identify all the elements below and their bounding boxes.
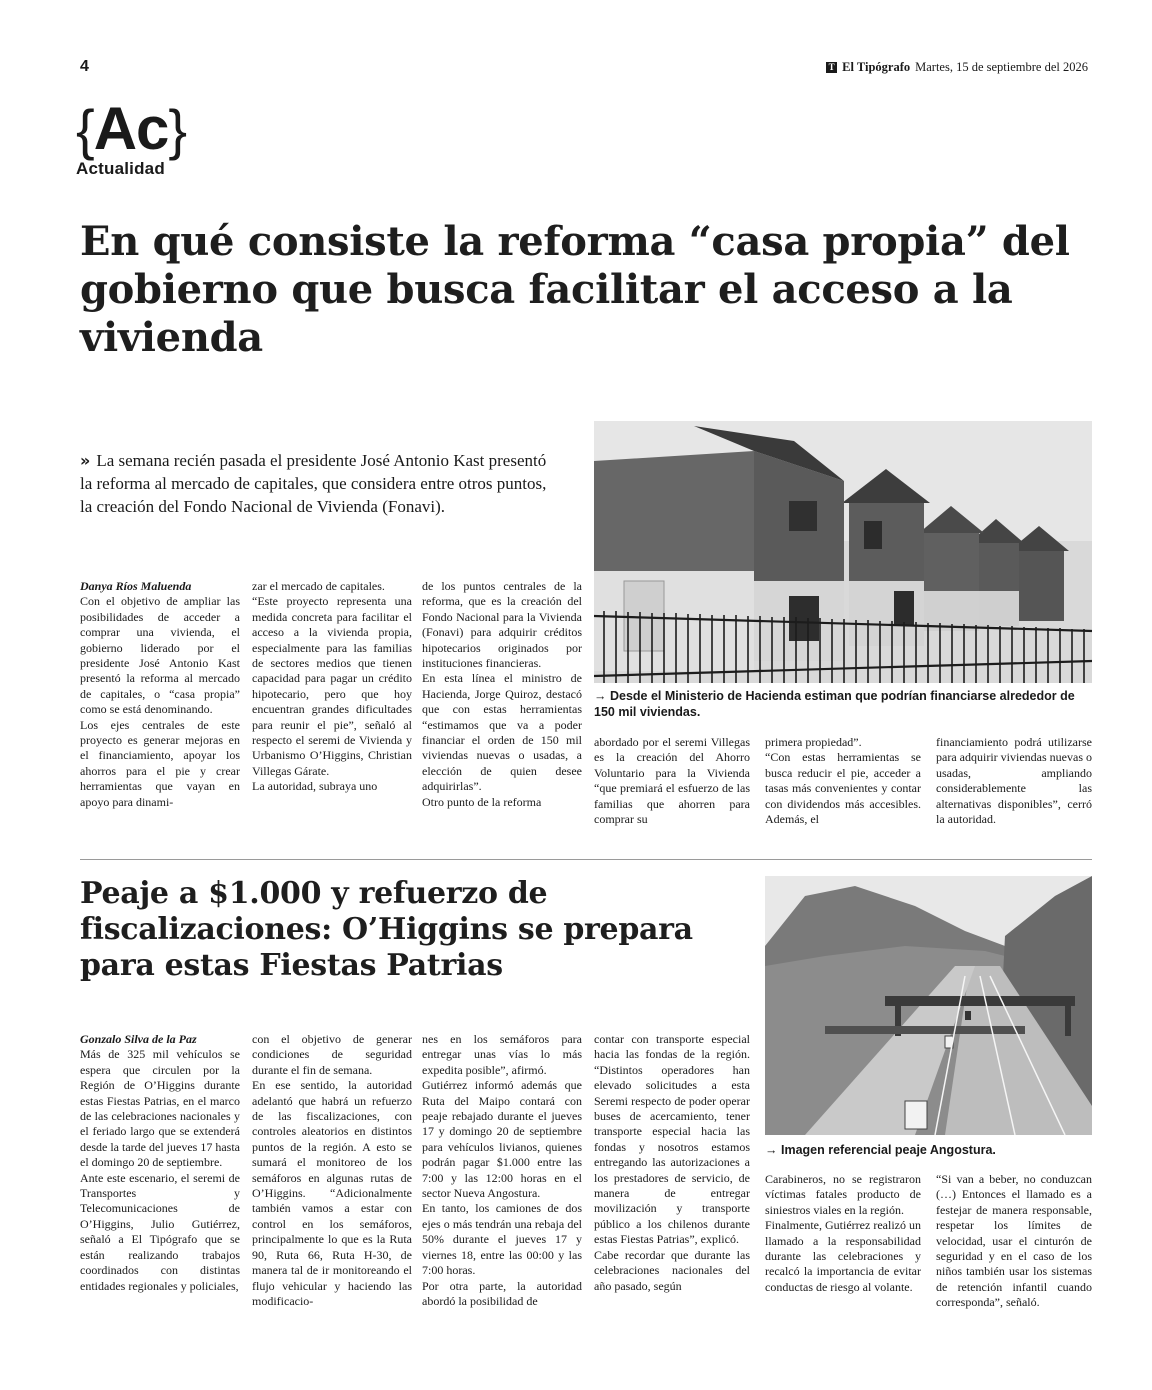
highway-illustration xyxy=(765,876,1092,1135)
paragraph: nes en los semáforos para entregar unas vías lo más expedita posible”, afirmó. xyxy=(422,1032,582,1077)
section-label: Actualidad xyxy=(76,159,165,178)
section-close-brace: } xyxy=(168,98,187,161)
paragraph: abordado por el seremi Villegas es la creación del Ahorro Voluntario para la Vivienda “que premiará el esfuerzo de las familias que ahorren para comprar su xyxy=(594,735,750,827)
section-open-brace: { xyxy=(76,98,94,161)
paragraph: Los ejes centrales de este proyecto es generar mejoras en el financiamiento, apoyar los ahorros para el pie y crear herramientas que vayan en apoyo para dinami- xyxy=(80,717,240,809)
paragraph: contar con transporte especial hacia las fondas de la región. “Distintos operadores han elevado solicitudes a esta Seremi respecto de poder operar buses de acercamiento, tener transporte especial hacia las fondas y nosotros estamos entregando las autorizaciones a los prestadores de servicio, de manera de entregar movilización y transporte público a los chilenos durante estas Fiestas Patrias”, explicó. xyxy=(594,1032,750,1247)
toll-highway-photo xyxy=(765,876,1092,1135)
article-2-column-6 xyxy=(936,1172,1092,1311)
paragraph: Ante este escenario, el seremi de Transportes y Telecomunicaciones de O’Higgins, Julio Gutiérrez, señaló a El Tipógrafo que se están realizando trabajos coordinados con distintas entidades regionales y policiales, xyxy=(80,1170,240,1293)
masthead xyxy=(826,60,1088,75)
article-2-column-4 xyxy=(594,1032,750,1294)
paragraph: En ese sentido, la autoridad adelantó que habrá un refuerzo de las fiscalizaciones, con controles aleatorios en distintos puntos de la región. A esto se sumará el monitoreo de los semáforos en algunas rutas de O’Higgins. “Adicionalmente también vamos a estar con control en los semáforos, principalmente lo que es la Ruta 90, Ruta 66, Ruta H-30, de manera tal de ir monitoreando el flujo vehicular y haciendo las modificacio- xyxy=(252,1078,412,1308)
section-abbr-block xyxy=(76,95,216,162)
section-mark xyxy=(76,95,216,179)
article-1-column-1 xyxy=(80,579,240,810)
article-1-lead xyxy=(80,449,560,518)
paragraph: Otro punto de la reforma xyxy=(422,794,542,809)
paragraph: En tanto, los camiones de dos ejes o más tendrán una rebaja del 50% durante el jueves 17 y viernes 18, entre las 00:00 y las 7:00 horas. xyxy=(422,1201,582,1278)
article-divider xyxy=(80,859,1092,860)
issue-date: Martes, 15 de septiembre del 2026 xyxy=(915,60,1088,74)
arrow-right-icon: → xyxy=(594,689,607,703)
photo-1-caption-text: Desde el Ministerio de Hacienda estiman que podrían financiarse alrededor de 150 mil viviendas. xyxy=(594,689,1075,719)
article-2-headline: Peaje a $1.000 y refuerzo de fiscalizaciones: O’Higgins se prepara para estas Fiestas Patrias xyxy=(80,876,693,983)
page-number: 4 xyxy=(80,58,89,75)
paragraph: Más de 325 mil vehículos se espera que circulen por la Región de O’Higgins durante estas Fiestas Patrias, en el marco de las celebraciones nacionales y el feriado largo que se extenderá desde la tarde del jueves 17 hasta el domingo 20 de septiembre. xyxy=(80,1047,240,1170)
paragraph: de los puntos centrales de la reforma, que es la creación del Fondo Nacional para la Vivienda (Fonavi) para adquirir créditos hipotecarios originados por instituciones financieras. xyxy=(422,579,582,671)
article-2-column-2 xyxy=(252,1032,412,1309)
houses-photo xyxy=(594,421,1092,683)
article-1-lead-text: La semana recién pasada el presidente José Antonio Kast presentó la reforma al mercado de capitales, que considera entre otros puntos, la creación del Fondo Nacional de Vivienda (Fonavi). xyxy=(80,451,547,516)
paragraph: financiamiento podrá utilizarse para adquirir viviendas nuevas o usadas, ampliando considerablemente las alternativas disponibles”, cerró la autoridad. xyxy=(936,735,1092,827)
paragraph: Carabineros, no se registraron víctimas fatales producto de siniestros viales en la región. xyxy=(765,1172,921,1217)
lead-marker-icon: » xyxy=(80,451,91,470)
paragraph: En esta línea el ministro de Hacienda, Jorge Quiroz, destacó que con estas herramientas “estimamos que va a poder financiar el orden de 150 mil viviendas nuevas o usadas, a elección de quien desee adquirirlas”. xyxy=(422,671,582,794)
paragraph: con el objetivo de generar condiciones de seguridad durante el fin de semana. xyxy=(252,1032,412,1077)
section-abbr: Ac xyxy=(93,95,169,162)
article-1-headline: En qué consiste la reforma “casa propia” del gobierno que busca facilitar el acceso a la vivienda xyxy=(80,218,1070,361)
article-2-byline: Gonzalo Silva de la Paz xyxy=(80,1032,197,1046)
photo-1-caption xyxy=(594,688,1092,720)
paragraph: Cabe recordar que durante las celebraciones nacionales del año pasado, según xyxy=(594,1247,750,1293)
newspaper-logo-icon: T xyxy=(826,62,837,73)
paragraph: “Este proyecto representa una medida concreta para facilitar el acceso a la vivienda propia, especialmente para las familias de sectores medios que tienen capacidad para pagar un crédito hipotecario, pero que hoy encuentran grandes dificultades para reunir el pie”, señaló al respecto el seremi de Vivienda y Urbanismo O’Higgins, Christian Villegas Gárate. xyxy=(252,594,412,778)
article-2-column-3 xyxy=(422,1032,582,1309)
article-2-column-5 xyxy=(765,1172,921,1295)
article-1-column-2 xyxy=(252,579,412,795)
article-1-column-4 xyxy=(594,735,750,827)
paragraph: La autoridad, subraya uno xyxy=(252,779,378,794)
article-2-column-1 xyxy=(80,1032,240,1294)
arrow-right-icon: → xyxy=(765,1143,778,1157)
article-1-column-3 xyxy=(422,579,582,810)
paragraph: “Con estas herramientas se busca reducir el pie, acceder a tasas más convenientes y contar con dividendos más accesibles. Además, el xyxy=(765,750,921,827)
photo-2-caption xyxy=(765,1142,1095,1158)
paragraph: zar el mercado de capitales. xyxy=(252,579,385,593)
photo-2-caption-text: Imagen referencial peaje Angostura. xyxy=(780,1143,996,1157)
paragraph: Finalmente, Gutiérrez realizó un llamado a la responsabilidad durante las celebraciones y recalcó la importancia de evitar conductas de riesgo al volante. xyxy=(765,1218,921,1294)
article-1-byline: Danya Ríos Maluenda xyxy=(80,579,192,593)
houses-illustration xyxy=(594,421,1092,683)
paragraph: “Si van a beber, no conduzcan (…) Entonces el llamado es a festejar de manera responsable, respetar los límites de velocidad, usar el cinturón de seguridad y en el caso de los niños también usar los sistemas de retención infantil cuando corresponda”, señaló. xyxy=(936,1172,1092,1310)
paragraph: Por otra parte, la autoridad abordó la posibilidad de xyxy=(422,1278,582,1308)
newspaper-name: El Tipógrafo xyxy=(842,60,911,74)
paragraph: Con el objetivo de ampliar las posibilidades de acceder a comprar una vivienda, el gobierno liderado por el presidente José Antonio Kast presentó la reforma al mercado de capitales, o “casa propia” como se está denominando. xyxy=(80,594,240,717)
paragraph: Gutiérrez informó además que Ruta del Maipo contará con peaje rebajado durante el jueves 17 y domingo 20 de septiembre para vehículos livianos, quienes podrán pagar $1.000 entre las 7:00 y las 12:00 horas en el sector Nueva Angostura. xyxy=(422,1078,582,1201)
article-1-column-6 xyxy=(936,735,1092,827)
article-1-column-5 xyxy=(765,735,921,827)
paragraph: primera propiedad”. xyxy=(765,735,862,749)
